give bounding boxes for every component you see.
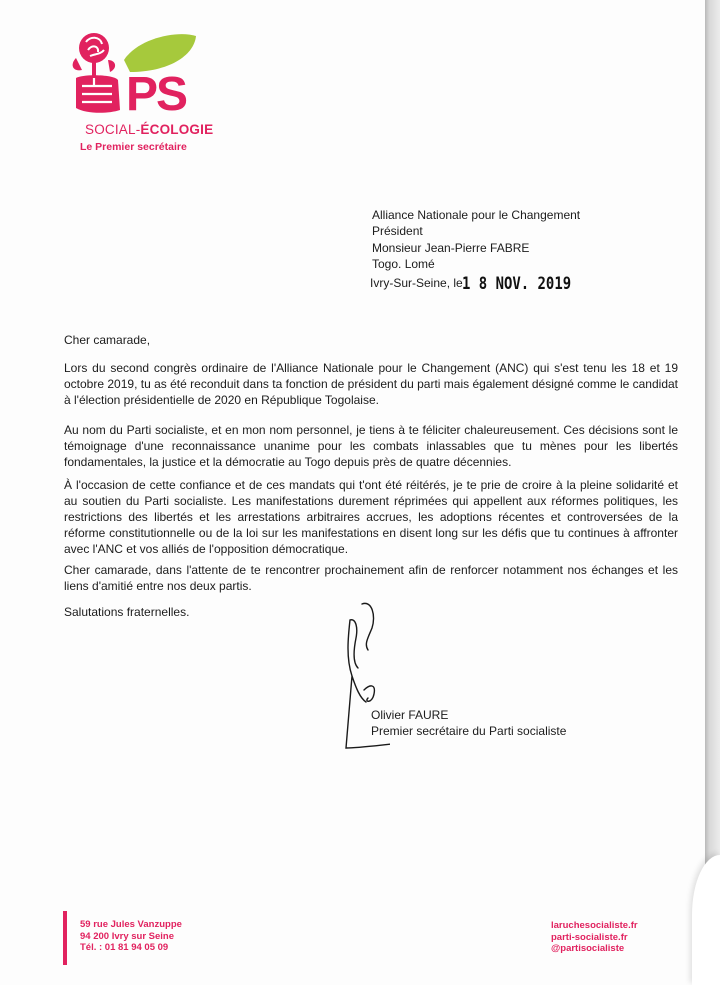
paragraph-text: Au nom du Parti socialiste, et en mon nom personnel, je tiens à te féliciter chaleureusement. Ces décisions sont le témoignage d'une reconnaissance unanime pour les combats inlassables que tu mènes pour les libertés fondamentales, la justice et la démocratie au Togo depuis près de quatre décennies.: [64, 423, 678, 469]
tagline-ecologie: ÉCOLOGIE: [140, 122, 214, 137]
recipient-line: Monsieur Jean-Pierre FABRE: [372, 240, 530, 255]
footer-address-line: 59 rue Jules Vanzuppe: [80, 919, 182, 930]
signer-name: Olivier FAURE: [371, 708, 449, 722]
footer-phone: Tél. : 01 81 94 05 09: [80, 942, 169, 953]
signer-block: [371, 708, 566, 739]
footer-web-links: [551, 920, 638, 955]
recipient-line: Togo. Lomé: [372, 256, 435, 271]
secretary-label: Le Premier secrétaire: [80, 141, 187, 153]
ps-logo-letters: PS: [126, 68, 187, 121]
footer-link: parti-socialiste.fr: [551, 931, 628, 943]
ps-logo: [68, 30, 208, 125]
closing-text: Salutations fraternelles.: [64, 605, 190, 619]
paragraph-1: [64, 360, 678, 408]
logo-tagline: [85, 122, 213, 137]
recipient-line: Président: [372, 224, 423, 239]
paragraph-2: [64, 422, 678, 470]
paragraph-3: [64, 477, 678, 557]
recipient-block: [372, 207, 580, 272]
signer-title: Premier secrétaire du Parti socialiste: [371, 723, 567, 738]
footer-social-handle: @partisocialiste: [551, 943, 625, 954]
recipient-line: Alliance Nationale pour le Changement: [372, 208, 581, 222]
paragraph-text: Lors du second congrès ordinaire de l'Alliance Nationale pour le Changement (ANC) qui s'est tenu les 18 et 19 octobre 2019, tu as été reconduit dans ta fonction de président du parti mais également désigné comme le candidat à l'élection présidentielle de 2020 en République Togolaise.: [64, 361, 678, 407]
tagline-social: SOCIAL-: [85, 122, 141, 137]
paragraph-text: À l'occasion de cette confiance et de ces mandats qui t'ont été réitérés, je te prie de croire à la pleine solidarité et au soutien du Parti socialiste. Les manifestations durement réprimées qui appellent aux réformes politiques, les restrictions des libertés et les arrestations arbitraires accrues, les adoptions récentes et controversées de la réforme constitutionnelle ou de la loi sur les manifestations en disent long sur les défis que tu continues à affronter avec l'ANC et vos alliés de l'opposition démocratique.: [64, 478, 678, 556]
greeting: [64, 332, 678, 348]
page-edge-shadow: [705, 0, 720, 985]
paragraph-text: Cher camarade, dans l'attente de te rencontrer prochainement afin de renforcer notamment nos échanges et les liens d'amitié entre nos deux partis.: [64, 563, 678, 593]
date-stamp: 1 8 NOV. 2019: [462, 274, 572, 294]
greeting-text: Cher camarade,: [64, 333, 151, 347]
footer-accent-bar: [63, 911, 67, 965]
footer-address: [80, 919, 182, 954]
paragraph-4: [64, 562, 678, 594]
date-place: Ivry-Sur-Seine, le: [370, 276, 463, 290]
footer-link: laruchesocialiste.fr: [551, 920, 638, 931]
footer-address-line: 94 200 Ivry sur Seine: [80, 930, 175, 942]
